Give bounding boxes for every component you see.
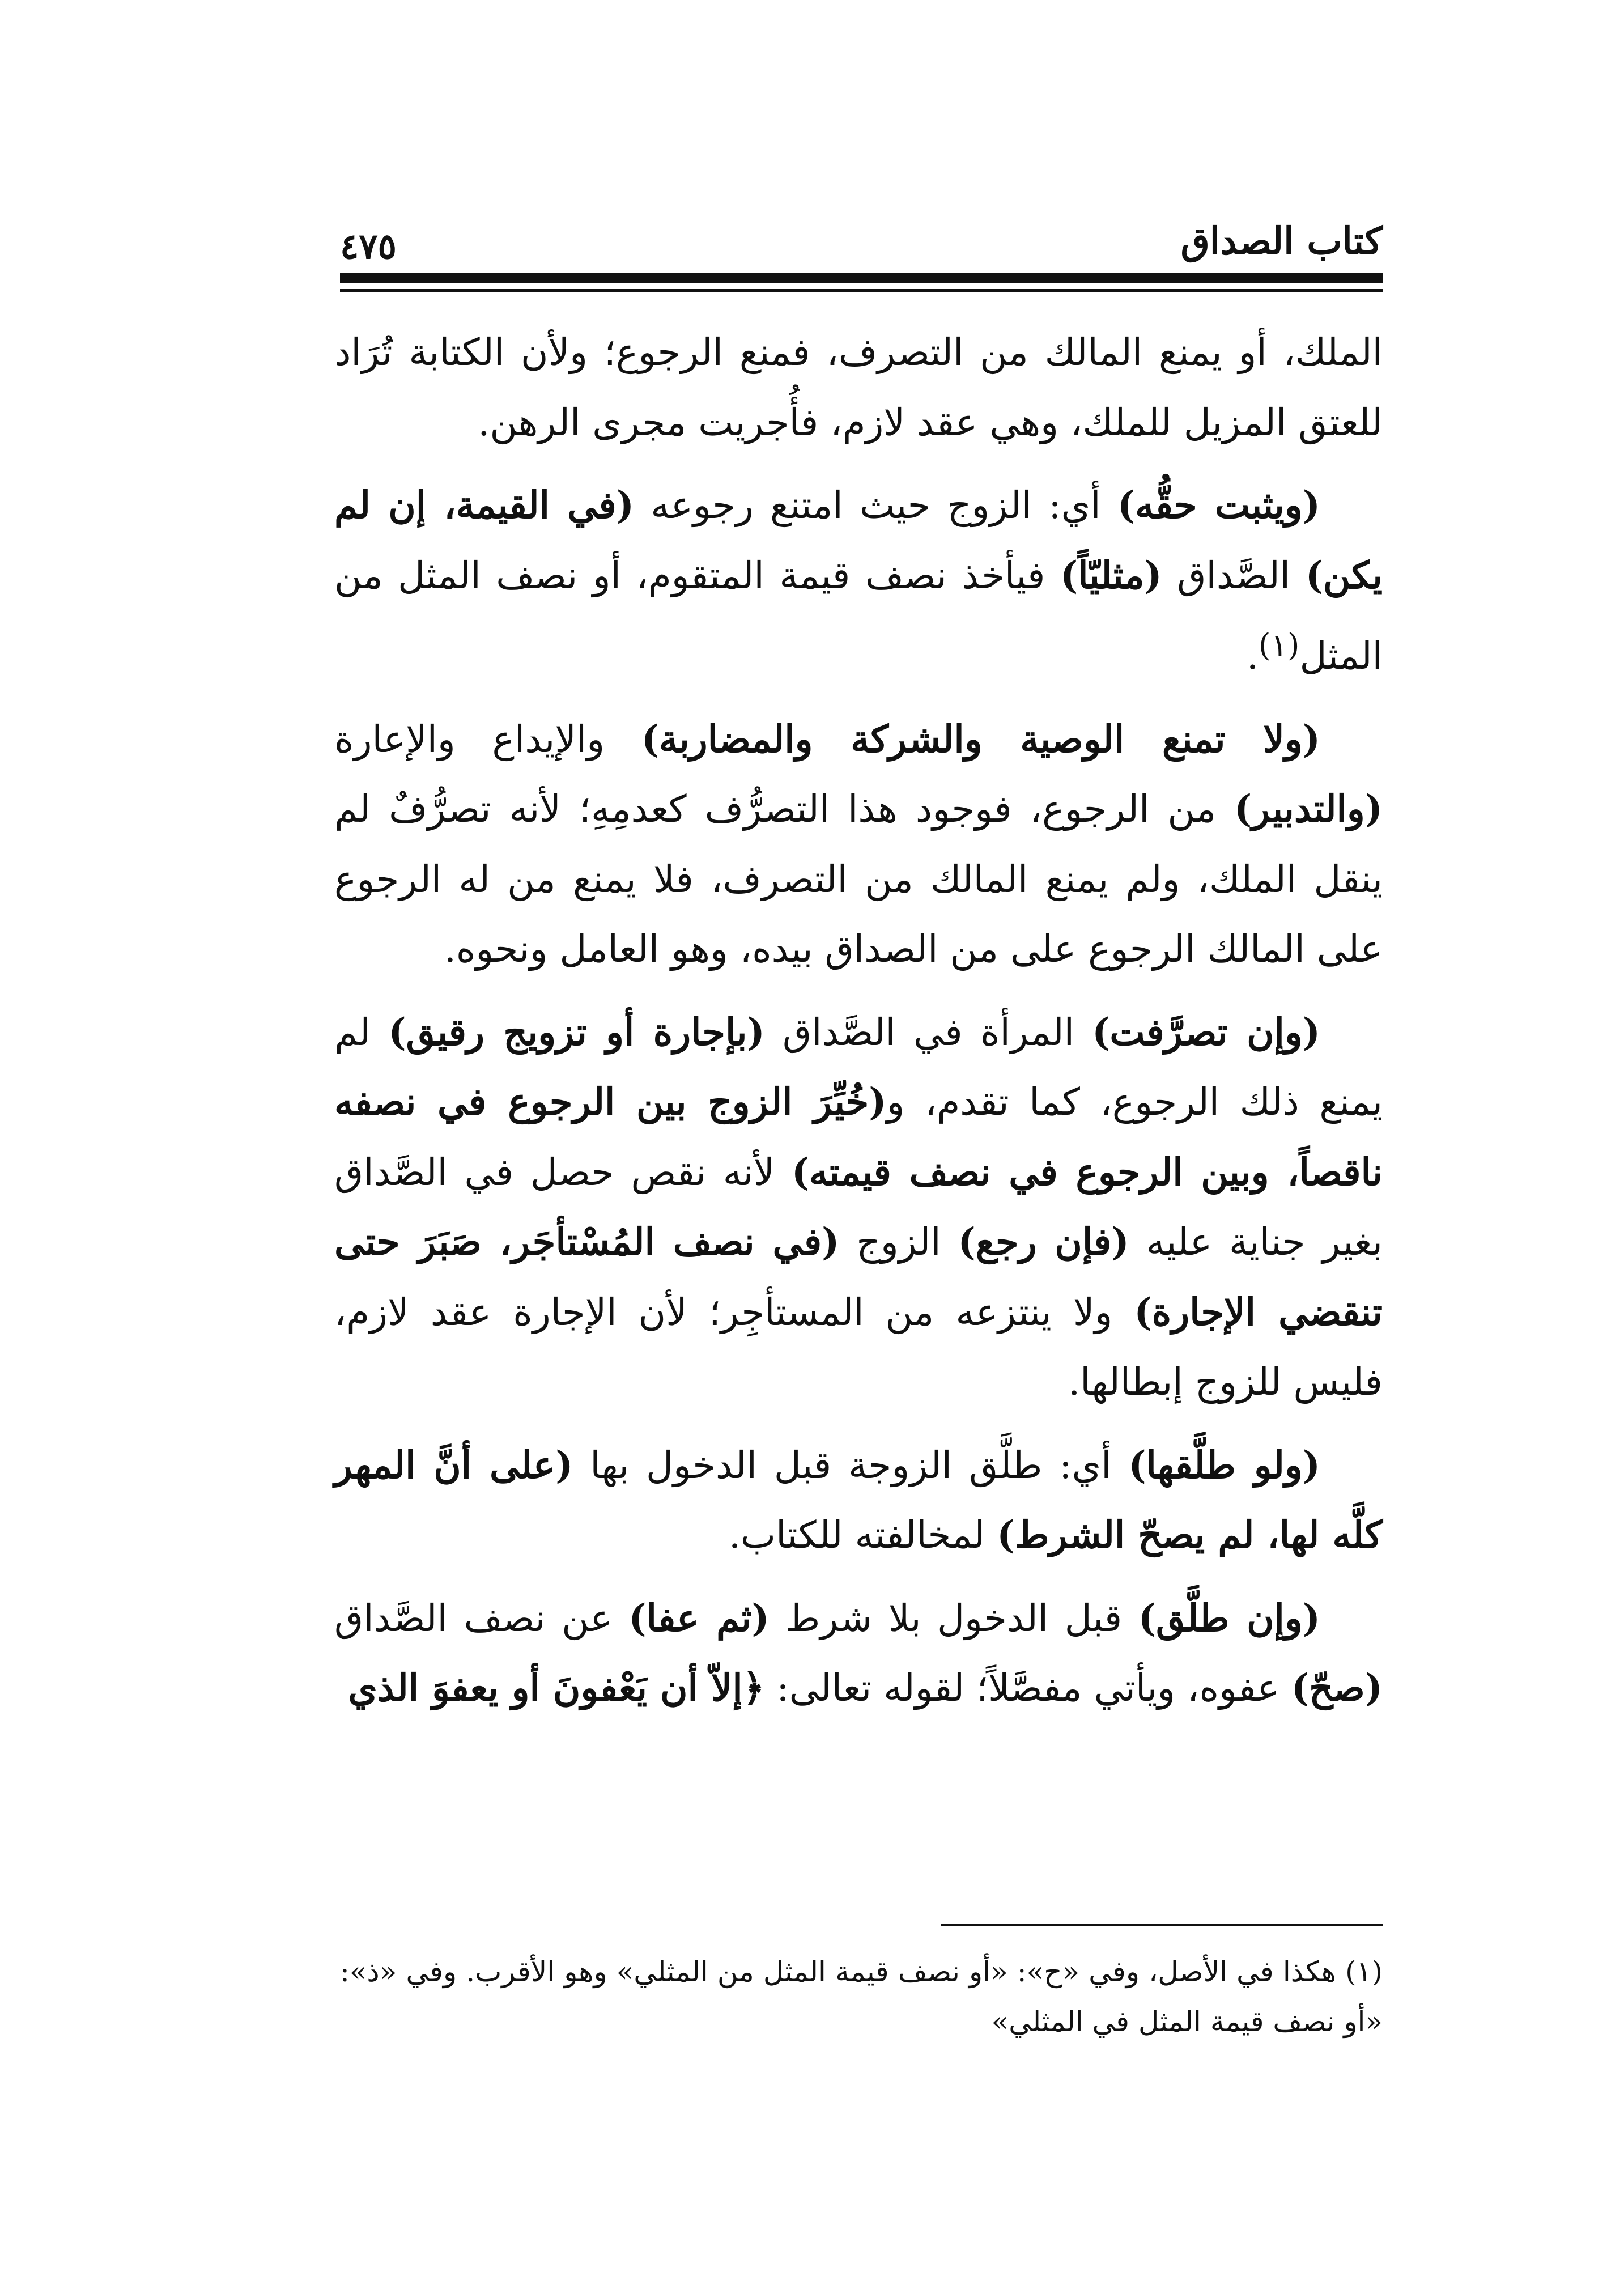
matn-text: (فإن رجع)	[958, 1220, 1129, 1264]
matn-text: (في القيمة، إن لم يكن)	[334, 483, 1383, 597]
header-rule-thin	[340, 289, 1383, 292]
matn-text: (ويثبت حقُّه)	[1117, 483, 1321, 527]
sharh-text: ولا ينتزعه من المستأجِر؛ لأن الإجارة عقد لازم، فليس للزوج إبطالها.	[334, 1290, 1383, 1404]
sharh-text: فيأخذ نصف قيمة المتقوم، أو نصف المثل من المثل	[334, 553, 1383, 678]
matn-text: (صحّ)	[1291, 1666, 1383, 1710]
matn-text: (ثم عفا)	[628, 1595, 770, 1640]
paragraph	[334, 704, 1383, 984]
sharh-text: من الرجوع، فوجود هذا التصرُّف كعدمِهِ؛ لأنه تصرُّفٌ لم ينقل الملك، ولم يمنع المالك من التصرف، فلا يمنع من له الرجوع على المالك الرجوع على من الصداق بيده، وهو العامل ونحوه.	[334, 787, 1383, 971]
book-title: كتاب الصداق	[1180, 219, 1383, 263]
matn-text: (ولو طلَّقها)	[1128, 1442, 1320, 1487]
header-rule-thick	[340, 273, 1383, 283]
page-number: ٤٧٥	[340, 226, 397, 267]
matn-text: (على أنَّ المهر كلَّه لها، لم يصحّ الشرط)	[334, 1442, 1383, 1557]
paragraph	[334, 470, 1383, 691]
matn-text: (ولا تمنع الوصية والشركة والمضاربة)	[641, 716, 1320, 761]
paragraph	[334, 997, 1383, 1417]
page-header	[340, 215, 1383, 266]
sharh-text: والإيداع والإعارة	[334, 717, 641, 761]
sharh-text: أي: الزوج حيث امتنع رجوعه	[634, 483, 1117, 527]
paragraph	[334, 317, 1383, 457]
sharh-text: لمخالفته للكتاب.	[728, 1513, 997, 1557]
sharh-text: قبل الدخول بلا شرط	[769, 1596, 1138, 1640]
sharh-text: لأنه نقص حصل في الصَّداق بغير جناية عليه	[334, 1150, 1383, 1264]
matn-text: (في نصف المُسْتأجَر، صَبَرَ حتى تنقضي الإجارة)	[334, 1220, 1383, 1334]
footnote: (١) هكذا في الأصل، وفي «ح»: «أو نصف قيمة المثل من المثلي» وهو الأقرب. وفي «ذ»: «أو نصف قيمة المثل في المثلي»	[340, 1955, 1383, 2038]
sharh-text: أي: طلَّق الزوجة قبل الدخول بها	[573, 1443, 1129, 1487]
sharh-text: عفوه، ويأتي مفصَّلاً؛ لقوله تعالى:	[764, 1666, 1291, 1710]
sharh-text: الصَّداق	[1162, 553, 1306, 597]
sharh-text: الملك، أو يمنع المالك من التصرف، فمنع الرجوع؛ ولأن الكتابة تُرَاد للعتق المزيل للملك، وهي عقد لازم، فأُجريت مجرى الرهن.	[334, 330, 1383, 444]
sharh-text: المرأة في الصَّداق	[764, 1010, 1092, 1054]
matn-text: (خُيِّرَ الزوج بين الرجوع في نصفه ناقصاً، وبين الرجوع في نصف قيمته)	[334, 1080, 1383, 1194]
matn-text: ﴿إلاّ أن يَعْفونَ أو يعفوَ الذي	[348, 1666, 765, 1710]
sharh-text: الزوج	[839, 1220, 958, 1264]
sharh-text: عن نصف الصَّداق	[334, 1596, 629, 1640]
matn-text: (وإن تصرَّفت)	[1092, 1009, 1320, 1054]
footnote-separator	[941, 1924, 1383, 1926]
matn-text: (بإجارة أو تزويج رقيق)	[388, 1009, 765, 1054]
paragraph	[334, 1430, 1383, 1570]
sharh-text: .	[1247, 634, 1259, 678]
sharh-text: لم يمنع ذلك الرجوع، كما تقدم، و	[334, 1010, 1383, 1124]
footnote-ref: (١)	[1259, 627, 1300, 663]
matn-text: (مثليّاً)	[1060, 553, 1162, 597]
paragraph	[334, 1583, 1383, 1723]
matn-text: (وإن طلَّق)	[1138, 1595, 1320, 1640]
matn-text: (والتدبير)	[1234, 787, 1383, 831]
body-text	[334, 317, 1383, 1736]
